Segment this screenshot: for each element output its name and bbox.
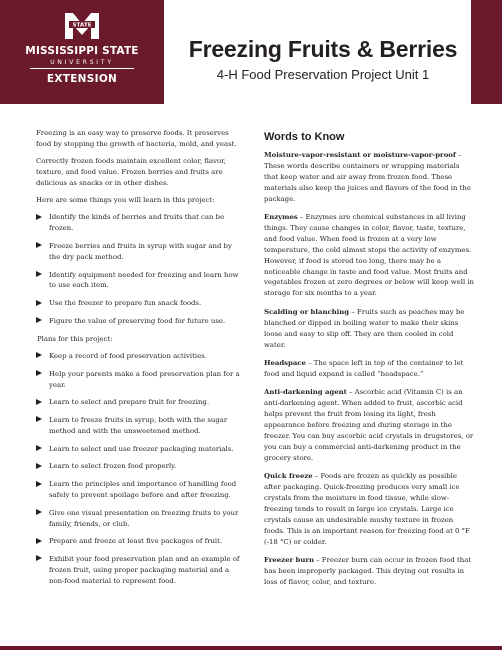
arrow-bullet-icon bbox=[36, 538, 42, 544]
glossary-entry bbox=[264, 307, 474, 351]
logo-university-label: UNIVERSITY bbox=[50, 59, 114, 66]
logo-divider bbox=[30, 68, 134, 69]
arrow-bullet-icon bbox=[36, 214, 42, 220]
glossary-definition: – Foods are frozen as quickly as possible after packaging. Quick-freezing produces very small ice crystals from the moisture in food tissue, while slow-freezing tends to result in large ice crystals. Large ice crystals cause an undesirable mushy texture in frozen foods. This is an important reason for freezing food at 0 °F (-18 °C) or colder. bbox=[264, 472, 470, 546]
page-subtitle: 4-H Food Preservation Project Unit 1 bbox=[216, 67, 430, 82]
glossary-term: Quick freeze bbox=[264, 472, 313, 481]
list-item: Exhibit your food preservation plan and an example of frozen fruit, using proper packaging material and a non-food material to represent food. bbox=[36, 554, 244, 587]
arrow-bullet-icon bbox=[36, 370, 42, 376]
plans-list bbox=[36, 351, 244, 587]
list-item: Freeze berries and fruits in syrup with sugar and by the dry pack method. bbox=[36, 241, 244, 263]
glossary-definition: – The space left in top of the container to let food and liquid expand is called “headspace.” bbox=[264, 358, 464, 378]
msu-logo-icon bbox=[63, 10, 101, 42]
arrow-bullet-icon bbox=[36, 242, 42, 248]
logo-band bbox=[0, 0, 164, 104]
arrow-bullet-icon bbox=[36, 445, 42, 451]
list-item: Learn to select and use freezer packaging materials. bbox=[36, 444, 244, 455]
page-title: Freezing Fruits & Berries bbox=[188, 36, 458, 62]
arrow-bullet-icon bbox=[36, 509, 42, 515]
arrow-bullet-icon bbox=[36, 555, 42, 561]
intro-paragraph: Freezing is an easy way to preserve foods. It preserves food by stopping the growth of bacteria, mold, and yeast. bbox=[36, 129, 237, 148]
left-column bbox=[36, 128, 244, 594]
glossary-definition: – Enzymes are chemical substances in all living things. They cause changes in color, flavor, taste, texture, and food value. When food is frozen at a very low temperature, the cold almost stops the activity of enzymes. However, if food is stored too long, there may be a noticeable change in taste and food value. Most fruits and vegetables frozen at zero degrees or below will keep well in storage for six months to a year. bbox=[264, 213, 474, 298]
list-item: Give one visual presentation on freezing fruits to your family, friends, or club. bbox=[36, 508, 244, 530]
plans-heading: Plans for this project: bbox=[37, 334, 113, 343]
glossary-term: Anti-darkening agent bbox=[264, 388, 347, 397]
arrow-bullet-icon bbox=[36, 481, 42, 487]
glossary-definition: – Ascorbic acid (Vitamin C) is an anti-darkening agent. When added to fruit, ascorbic acid helps prevent the fruit from losing its light, fresh appearance before freezing and during storage in the freezer. You can buy ascorbic acid crystals in drugstores, or you can buy a commercial anti-darkening product in the grocery store. bbox=[264, 388, 474, 462]
right-column bbox=[264, 130, 474, 595]
glossary-definition: – Freezer burn can occur in frozen food that has been improperly packaged. This drying out results in loss of flavor, color, and texture. bbox=[264, 555, 472, 586]
list-item: Help your parents make a food preservation plan for a year. bbox=[36, 369, 244, 391]
list-item: Keep a record of food preservation activities. bbox=[36, 351, 244, 362]
arrow-bullet-icon bbox=[36, 463, 42, 469]
glossary-entry bbox=[264, 555, 474, 588]
glossary-definition: – Fruits such as peaches may be blanched or dipped in boiling water to make their skins loose and easy to slip off. They are then cooled in cold water. bbox=[264, 307, 465, 349]
glossary-term: Headspace bbox=[264, 358, 306, 367]
header-accent-band bbox=[471, 0, 502, 104]
list-item: Use the freezer to prepare fun snack foods. bbox=[36, 298, 244, 309]
arrow-bullet-icon bbox=[36, 271, 42, 277]
footer-band bbox=[0, 646, 502, 650]
intro-paragraph: Correctly frozen foods maintain excellent color, flavor, texture, and food value. Frozen berries and fruits are delicious as snacks or in other dishes. bbox=[36, 157, 226, 187]
svg-text:STATE: STATE bbox=[72, 22, 92, 29]
glossary-term: Scalding or blanching bbox=[264, 307, 350, 316]
glossary-entry bbox=[264, 150, 474, 205]
list-item: Identify the kinds of berries and fruits that can be frozen. bbox=[36, 212, 244, 234]
arrow-bullet-icon bbox=[36, 300, 42, 306]
list-item: Learn to select and prepare fruit for freezing. bbox=[36, 397, 244, 408]
glossary-definition: – These words describe containers or wrapping materials that keep water and air away from frozen food. These materials also keep the juices and flavors of the food in the package. bbox=[264, 151, 471, 203]
arrow-bullet-icon bbox=[36, 352, 42, 358]
arrow-bullet-icon bbox=[36, 399, 42, 405]
logo-university-name: MISSISSIPPI STATE bbox=[25, 45, 139, 57]
logo-extension: EXTENSION bbox=[46, 73, 118, 85]
list-item: Identify equipment needed for freezing and learn how to use each item. bbox=[36, 270, 244, 292]
glossary-term: Enzymes bbox=[264, 213, 298, 222]
glossary-term: Moisture-vapor-resistant or moisture-vapor-proof bbox=[264, 151, 456, 159]
glossary-entry bbox=[264, 387, 474, 463]
learn-intro: Here are some things you will learn in this project: bbox=[36, 196, 215, 205]
list-item: Learn to select frozen food properly. bbox=[36, 461, 244, 472]
arrow-bullet-icon bbox=[36, 416, 42, 422]
list-item: Learn the principles and importance of handling food safely to prevent spoilage before and after freezing. bbox=[36, 479, 244, 501]
list-item: Figure the value of preserving food for future use. bbox=[36, 316, 244, 327]
glossary-entry bbox=[264, 358, 474, 380]
glossary-entry bbox=[264, 471, 474, 547]
arrow-bullet-icon bbox=[36, 317, 42, 323]
glossary-term: Freezer burn bbox=[264, 555, 314, 564]
words-to-know-heading: Words to Know bbox=[264, 131, 345, 143]
glossary-entry bbox=[264, 212, 474, 299]
list-item: Learn to freeze fruits in syrup, both with the sugar method and with the unsweetened method. bbox=[36, 415, 244, 437]
list-item: Prepare and freeze at least five packages of fruit. bbox=[36, 536, 244, 547]
learn-list bbox=[36, 212, 244, 326]
